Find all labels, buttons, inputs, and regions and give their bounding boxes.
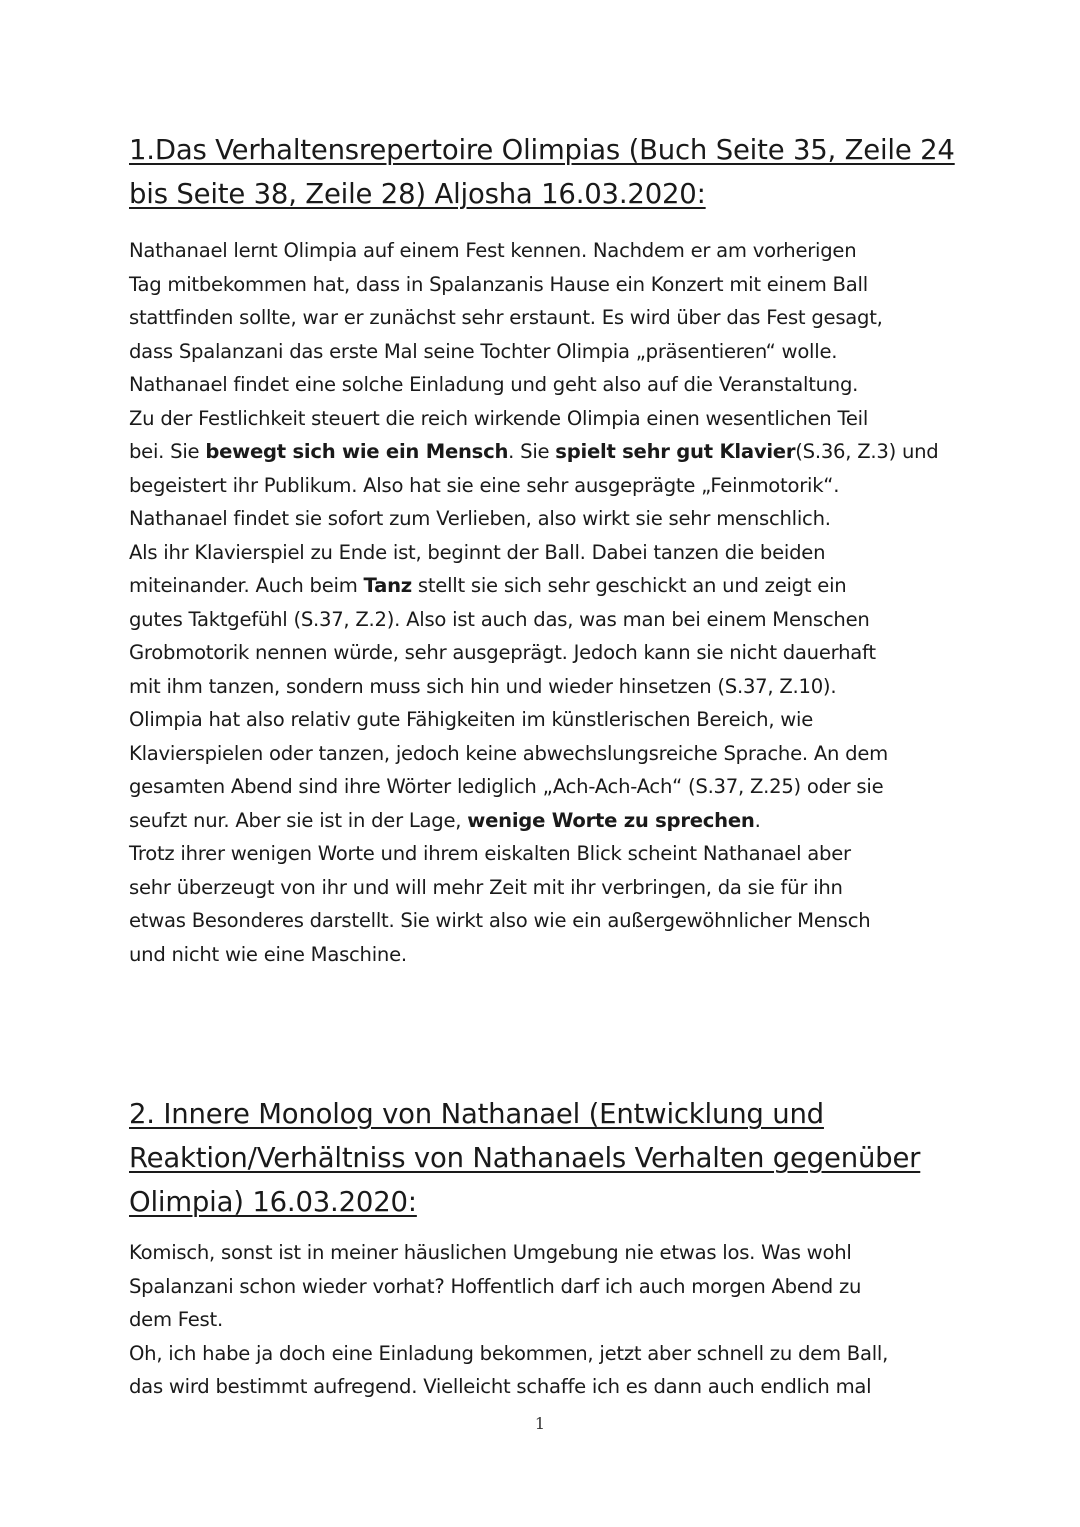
text-run: gesamten Abend sind ihre Wörter lediglich „Ach-Ach-Ach“ (S.37, Z.25) oder sie xyxy=(129,775,884,798)
bold-text: Tanz xyxy=(363,574,412,597)
text-run: etwas Besonderes darstellt. Sie wirkt also wie ein außergewöhnlicher Mensch xyxy=(129,909,871,932)
text-run: Spalanzani schon wieder vorhat? Hoffentlich darf ich auch morgen Abend zu xyxy=(129,1274,862,1298)
text-run: gutes Taktgefühl (S.37, Z.2). Also ist auch das, was man bei einem Menschen xyxy=(129,607,870,631)
text-run: seufzt nur. Aber sie ist in der Lage, xyxy=(129,808,468,832)
text-run: Oh, ich habe ja doch eine Einladung bekommen, jetzt aber schnell zu dem Ball, xyxy=(129,1341,889,1365)
bold-text: spielt sehr gut Klavier xyxy=(555,440,796,463)
text-run: das wird bestimmt aufregend. Vielleicht schaffe ich es dann auch endlich mal xyxy=(129,1375,872,1398)
text-run: stellt sie sich sehr geschickt an und zeigt ein xyxy=(411,574,847,597)
text-line xyxy=(129,670,949,704)
text-run: (S.36, Z.3) und xyxy=(795,440,939,463)
text-run: Tag mitbekommen hat, dass in Spalanzanis Hause ein Konzert mit einem Ball xyxy=(129,272,868,296)
section2-body xyxy=(129,1236,888,1404)
text-line xyxy=(129,804,949,838)
page-number: 1 xyxy=(534,1414,546,1433)
text-run: Komisch, sonst ist in meiner häuslichen Umgebung nie etwas los. Was wohl xyxy=(129,1241,852,1264)
text-line xyxy=(129,1236,888,1270)
section2-heading xyxy=(129,1092,920,1224)
bold-text: wenige Worte zu sprechen xyxy=(467,808,755,832)
text-line xyxy=(129,703,949,737)
text-line xyxy=(129,636,949,670)
heading-line: bis Seite 38, Zeile 28) Aljosha 16.03.2020: xyxy=(129,178,706,210)
text-line xyxy=(129,737,949,771)
text-line xyxy=(129,1270,888,1304)
text-run: begeistert ihr Publikum. Also hat sie eine sehr ausgeprägte „Feinmotorik“. xyxy=(129,473,840,497)
text-run: Zu der Festlichkeit steuert die reich wirkende Olimpia einen wesentlichen Teil xyxy=(129,406,869,430)
section1-body xyxy=(129,234,949,971)
text-run: sehr überzeugt von ihr und will mehr Zeit mit ihr verbringen, da sie für ihn xyxy=(129,875,843,899)
text-line xyxy=(129,1337,888,1371)
heading-line: 1.Das Verhaltensrepertoire Olimpias (Buch Seite 35, Zeile 24 xyxy=(129,134,955,166)
document-page xyxy=(129,128,955,1398)
text-line xyxy=(129,536,949,570)
text-run: Nathanael findet eine solche Einladung und geht also auf die Veranstaltung. xyxy=(129,373,859,396)
text-line xyxy=(129,938,949,972)
text-line xyxy=(129,837,949,871)
text-run: Trotz ihrer wenigen Worte und ihrem eiskalten Blick scheint Nathanael aber xyxy=(129,842,851,865)
heading-line: Olimpia) 16.03.2020: xyxy=(129,1186,417,1218)
text-line xyxy=(129,402,949,436)
heading-line: Reaktion/Verhältniss von Nathanaels Verhalten gegenüber xyxy=(129,1142,921,1174)
text-run: . xyxy=(754,808,761,832)
section1-heading xyxy=(129,128,955,216)
text-line xyxy=(129,904,949,938)
text-run: Nathanael lernt Olimpia auf einem Fest kennen. Nachdem er am vorherigen xyxy=(129,239,857,262)
text-line xyxy=(129,234,949,268)
text-line xyxy=(129,368,949,402)
text-line xyxy=(129,268,949,302)
text-run: mit ihm tanzen, sondern muss sich hin und wieder hinsetzen (S.37, Z.10). xyxy=(129,674,837,698)
bold-text: bewegt sich wie ein Mensch xyxy=(205,440,509,463)
text-line xyxy=(129,1303,888,1337)
text-run: Als ihr Klavierspiel zu Ende ist, beginnt der Ball. Dabei tanzen die beiden xyxy=(129,540,826,564)
text-run: Klavierspielen oder tanzen, jedoch keine abwechslungsreiche Sprache. An dem xyxy=(129,741,888,765)
text-run: Olimpia hat also relativ gute Fähigkeiten im künstlerischen Bereich, wie xyxy=(129,708,814,731)
text-run: und nicht wie eine Maschine. xyxy=(129,942,407,966)
text-run: miteinander. Auch beim xyxy=(129,574,364,597)
text-line xyxy=(129,301,949,335)
text-run: Grobmotorik nennen würde, sehr ausgeprägt. Jedoch kann sie nicht dauerhaft xyxy=(129,641,876,664)
text-line xyxy=(129,770,949,804)
text-run: dem Fest. xyxy=(129,1308,223,1331)
text-line xyxy=(129,603,949,637)
heading-line: 2. Innere Monolog von Nathanael (Entwicklung und xyxy=(129,1098,824,1130)
text-run: Nathanael findet sie sofort zum Verlieben, also wirkt sie sehr menschlich. xyxy=(129,507,831,530)
text-line xyxy=(129,435,949,469)
text-line xyxy=(129,569,949,603)
text-run: stattfinden sollte, war er zunächst sehr erstaunt. Es wird über das Fest gesagt, xyxy=(129,306,883,329)
text-line xyxy=(129,871,949,905)
text-line xyxy=(129,1370,888,1404)
text-line xyxy=(129,335,949,369)
text-run: bei. Sie xyxy=(129,440,206,463)
text-line xyxy=(129,469,949,503)
text-run: . Sie xyxy=(508,440,556,463)
text-run: dass Spalanzani das erste Mal seine Tochter Olimpia „präsentieren“ wolle. xyxy=(129,339,838,363)
text-line xyxy=(129,502,949,536)
